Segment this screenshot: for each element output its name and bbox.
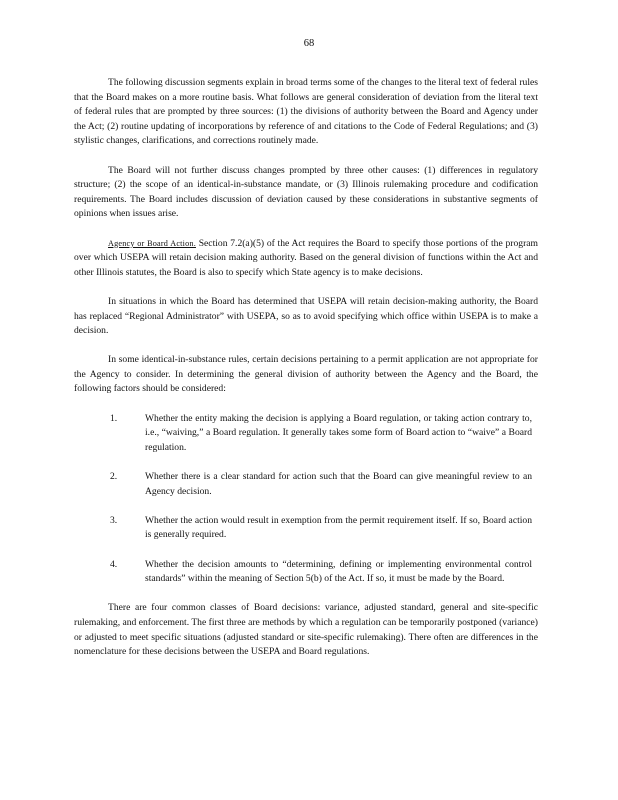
usepa-authority-paragraph: In situations in which the Board has determined that USEPA will retain decision-making authority, the Board has replaced “Regional Administrator” with USEPA, so as to avoid specifying which office within USEPA is to make a decision. (74, 295, 538, 337)
agency-or-board-action-paragraph (74, 237, 538, 281)
list-item (74, 558, 538, 587)
list-item-number: 3. (110, 514, 118, 526)
list-item (74, 412, 538, 456)
list-item-text: Whether the decision amounts to “determining, defining or implementing environmental control standards” within the meaning of Section 5(b) of the Act. If so, it must be made by the Board. (145, 558, 532, 585)
board-decisions-paragraph: There are four common classes of Board decisions: variance, adjusted standard, general and site-specific rulemaking, and enforcement. The first three are methods by which a regulation can be temporarily postponed (variance) or adjusted to meet specific situations (adjusted standard or site-specific rulemaking). There often are differences in the nomenclature for these decisions between the USEPA and Board regulations. (74, 602, 538, 658)
permit-decisions-paragraph: In some identical-in-substance rules, certain decisions pertaining to a permit application are not appropriate for the Agency to consider. In determining the general division of authority between the Agency and the Board, the following factors should be considered: (74, 354, 538, 395)
list-item-text: Whether the action would result in exemption from the permit requirement itself. If so, Board action is generally required. (145, 514, 532, 541)
factors-list (74, 412, 538, 587)
list-item-text: Whether there is a clear standard for action such that the Board can give meaningful review to an Agency decision. (145, 471, 532, 497)
list-item-number: 2. (110, 471, 118, 483)
other-causes-paragraph: The Board will not further discuss changes prompted by three other causes: (1) differences in regulatory structure; (2) the scope of an identical-in-substance mandate, or (3) Illinois rulemaking procedure and codification requirements. The Board includes discussion of deviation caused by these considerations in substantive segments of opinions when issues arise. (74, 164, 538, 220)
intro-paragraph: The following discussion segments explain in broad terms some of the changes to the literal text of federal rules that the Board makes on a more routine basis. What follows are general consideration of deviation from the literal text of federal rules that are prompted by three sources: (1) the divisions of authority between the Board and Agency under the Act; (2) routine updating of incorporations by reference of and citations to the Code of Federal Regulations; and (3) stylistic changes, clarifications, and corrections routinely made. (74, 77, 539, 147)
page-number: 68 (303, 38, 315, 49)
list-item (74, 514, 538, 543)
list-item-number: 4. (110, 558, 118, 570)
section-heading: Agency or Board Action. (108, 238, 196, 248)
list-item-text: Whether the entity making the decision is applying a Board regulation, or taking action contrary to, i.e., “waiving,” a Board regulation. It generally takes some form of Board action to “waive” a Board regulation. (145, 412, 532, 453)
section-body-text: Section 7.2(a)(5) of the Act requires the Board to specify those portions of the program over which USEPA will retain decision making authority. Based on the general division of functions within the Act and other Illinois statutes, the Board is also to specify which State agency is to make decisions. (74, 237, 538, 278)
document-body (74, 76, 538, 674)
list-item (74, 470, 538, 499)
list-item-number: 1. (110, 412, 118, 424)
